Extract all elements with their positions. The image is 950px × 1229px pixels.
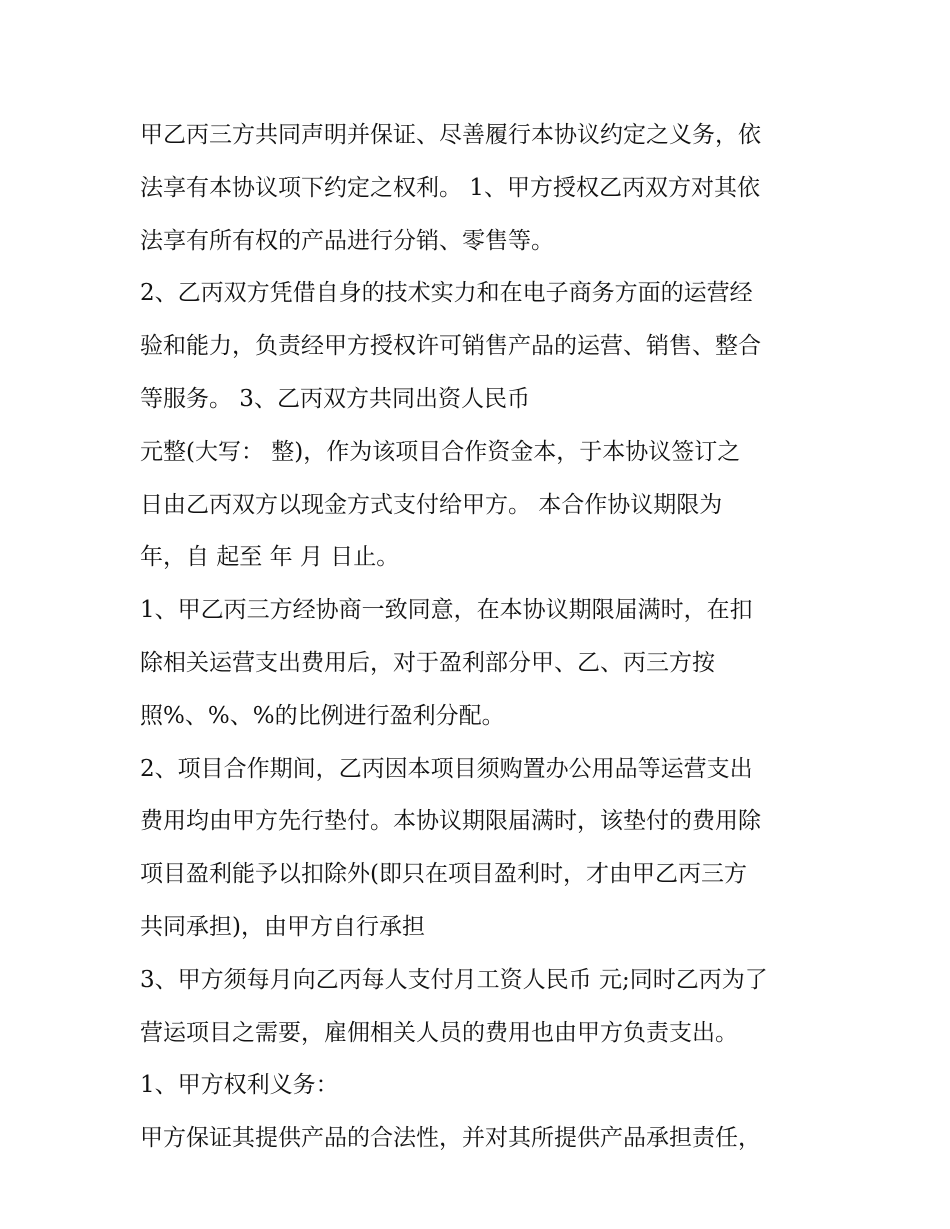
text-line: 元整(大写： 整)，作为该项目合作资金本，于本协议签订之 xyxy=(140,438,741,465)
text-line: 2、乙丙双方凭借自身的技术实力和在电子商务方面的运营经 xyxy=(140,280,753,307)
text-line: 等服务。 3、乙丙双方共同出资人民币 xyxy=(140,385,530,412)
text-line: 除相关运营支出费用后，对于盈利部分甲、乙、丙三方按 xyxy=(140,649,715,676)
text-line: 2、项目合作期间，乙丙因本项目须购置办公用品等运营支出 xyxy=(140,755,753,782)
text-line: 法享有本协议项下约定之权利。 1、甲方授权乙丙双方对其依 xyxy=(140,174,760,201)
text-line: 甲乙丙三方共同声明并保证、尽善履行本协议约定之义务，依 xyxy=(140,122,761,148)
text-line: 1、甲乙丙三方经协商一致同意，在本协议期限届满时，在扣 xyxy=(140,597,753,624)
text-line: 日由乙丙双方以现金方式支付给甲方。 本合作协议期限为 xyxy=(140,491,723,518)
text-line: 1、甲方权利义务： xyxy=(140,1072,339,1099)
text-line: 共同承担)，由甲方自行承担 xyxy=(140,913,425,940)
text-line: 照%、%、%的比例进行盈利分配。 xyxy=(140,702,505,729)
text-line: 费用均由甲方先行垫付。本协议期限届满时，该垫付的费用除 xyxy=(140,808,761,835)
text-line: 3、甲方须每月向乙丙每人支付月工资人民币 元;同时乙丙为了 xyxy=(140,966,768,993)
text-line: 验和能力，负责经甲方授权许可销售产品的运营、销售、整合 xyxy=(140,333,761,360)
text-line: 年，自 起至 年 月 日止。 xyxy=(140,544,400,571)
text-line: 甲方保证其提供产品的合法性，并对其所提供产品承担责任， xyxy=(140,1125,761,1152)
document-body xyxy=(140,109,840,1165)
text-line: 项目盈利能予以扣除外(即只在项目盈利时，才由甲乙丙三方 xyxy=(140,861,747,888)
text-line: 营运项目之需要，雇佣相关人员的费用也由甲方负责支出。 xyxy=(140,1019,738,1046)
text-line: 法享有所有权的产品进行分销、零售等。 xyxy=(140,227,554,254)
